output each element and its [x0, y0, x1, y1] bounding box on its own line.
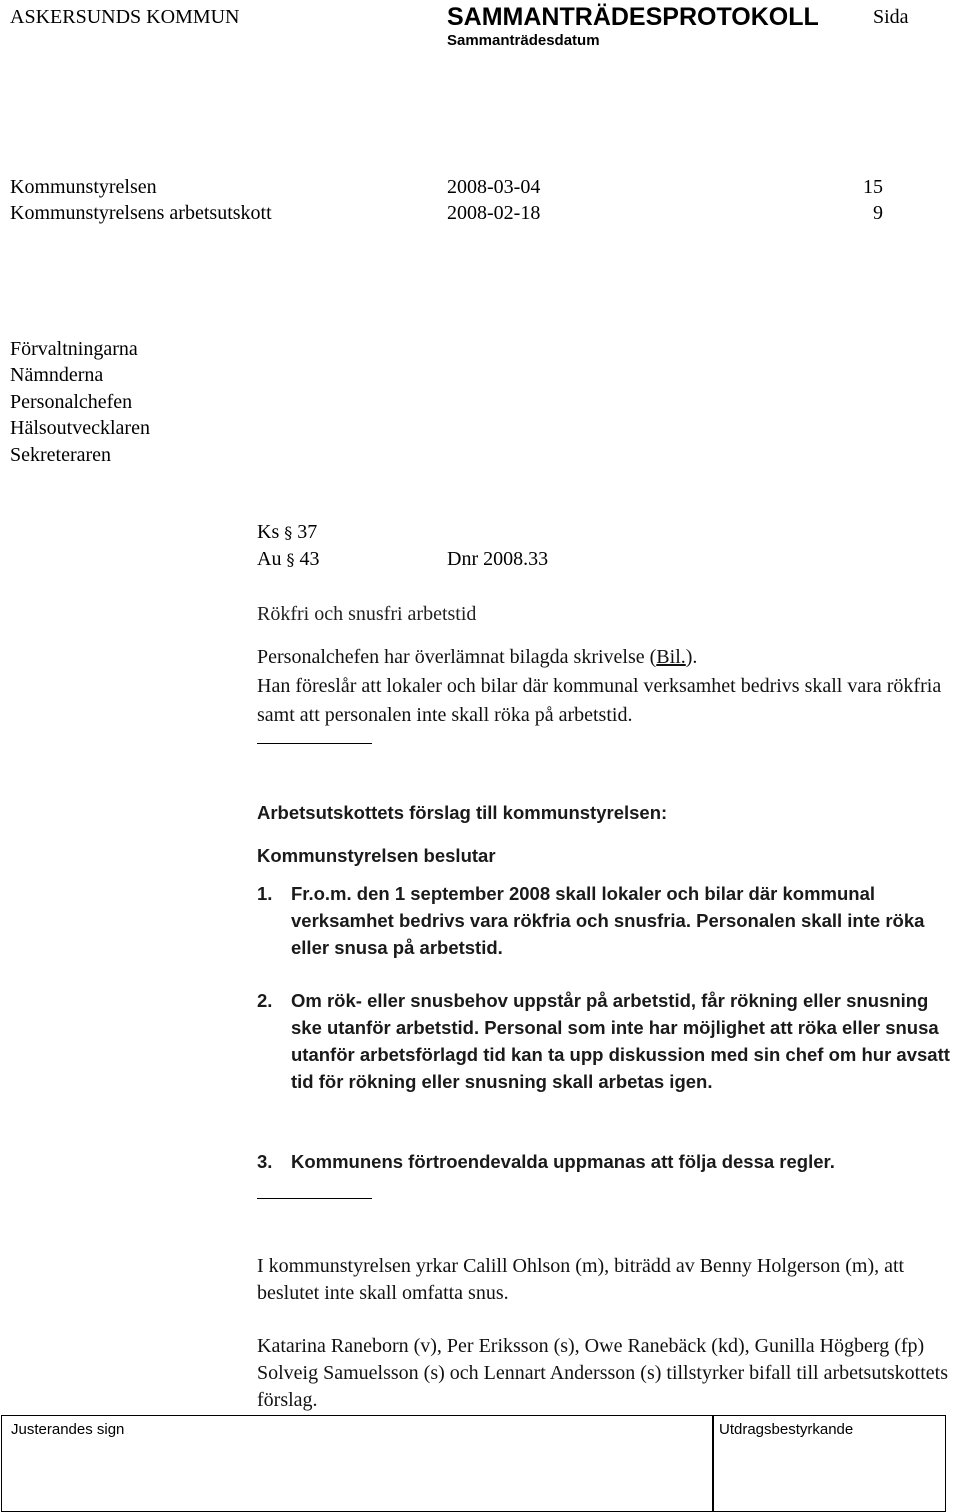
motion-paragraph: Katarina Raneborn (v), Per Eriksson (s), Owe Ranebäck (kd), Gunilla Högberg (fp) Solveig Samuelsson (s) och Lennart Andersson (s) tillstyrker bifall till arbetsutskottets förslag.	[257, 1335, 949, 1411]
motion-paragraph: I kommunstyrelsen yrkar Calill Ohlson (m), biträdd av Benny Holgerson (m), att beslutet inte skall omfatta snus.	[257, 1255, 905, 1304]
meeting-date-2: 2008-02-18	[447, 202, 541, 224]
decision-number: 1.	[257, 883, 273, 904]
municipality-name: ASKERSUNDS KOMMUN	[10, 6, 240, 28]
intro-line-1-end: ).	[685, 646, 698, 668]
section-symbol: §	[286, 550, 295, 569]
divider	[257, 1198, 372, 1199]
au-section-ref	[257, 548, 319, 571]
au-prefix: Au	[257, 548, 282, 570]
decision-number: 3.	[257, 1151, 273, 1172]
recipient: Förvaltningarna	[10, 338, 138, 360]
decision-number: 2.	[257, 990, 273, 1011]
meeting-page-2: 9	[873, 202, 883, 224]
meeting-date-1: 2008-03-04	[447, 176, 541, 198]
intro-line-2: Han föreslår att lokaler och bilar där kommunal verksamhet bedrivs skall vara rökfria samt att personalen inte skall röka på arbetstid.	[257, 675, 942, 726]
recipient: Sekreteraren	[10, 443, 112, 466]
diary-number: Dnr 2008.33	[447, 548, 549, 570]
meeting-body-1: Kommunstyrelsen	[10, 176, 157, 198]
attachment-link[interactable]: Bil.	[656, 646, 686, 668]
recipient: Personalchefen	[10, 390, 133, 413]
decision-text: Om rök- eller snusbehov uppstår på arbetstid, får rökning eller snusning ske utanför arbetstid. Personal som inte har möjlighet att röka eller snusa utanför arbetsförlagd tid kan ta upp diskussion med sin chef om hur avsatt tid för rökning eller snusning skall arbetas igen.	[291, 990, 950, 1092]
case-title: Rökfri och snusfri arbetstid	[257, 603, 477, 625]
ks-section-ref	[257, 521, 317, 544]
ks-prefix: Ks	[257, 521, 280, 543]
meeting-body-2: Kommunstyrelsens arbetsutskott	[10, 202, 272, 224]
divider	[257, 743, 372, 744]
decision-text: Kommunens förtroendevalda uppmanas att följa dessa regler.	[291, 1151, 835, 1172]
decision-heading: Kommunstyrelsen beslutar	[257, 845, 496, 866]
page-label: Sida	[873, 6, 909, 28]
footer-divider	[712, 1416, 714, 1511]
recipient: Nämnderna	[10, 364, 104, 387]
signature-footer	[1, 1415, 946, 1512]
recipient: Hälsoutvecklaren	[10, 417, 150, 440]
meeting-page-1: 15	[863, 176, 883, 198]
justify-sign-label: Justerandes sign	[11, 1421, 125, 1438]
section-symbol: §	[284, 523, 293, 542]
proposal-heading: Arbetsutskottets förslag till kommunstyrelsen:	[257, 802, 668, 823]
au-number: 43	[299, 548, 320, 570]
ks-number: 37	[297, 521, 318, 543]
extract-certification-label: Utdragsbestyrkande	[719, 1421, 854, 1438]
intro-line-1-text: Personalchefen har överlämnat bilagda skrivelse (	[257, 646, 657, 668]
document-title: SAMMANTRÄDESPROTOKOLL	[447, 3, 819, 31]
intro-text	[257, 643, 957, 730]
recipient-list	[10, 336, 150, 468]
meeting-date-label: Sammanträdesdatum	[447, 32, 600, 49]
decision-text: Fr.o.m. den 1 september 2008 skall lokaler och bilar där kommunal verksamhet bedrivs vara rökfria och snusfria. Personalen skall inte röka eller snusa på arbetstid.	[291, 883, 925, 958]
intro-line-1	[257, 643, 957, 672]
